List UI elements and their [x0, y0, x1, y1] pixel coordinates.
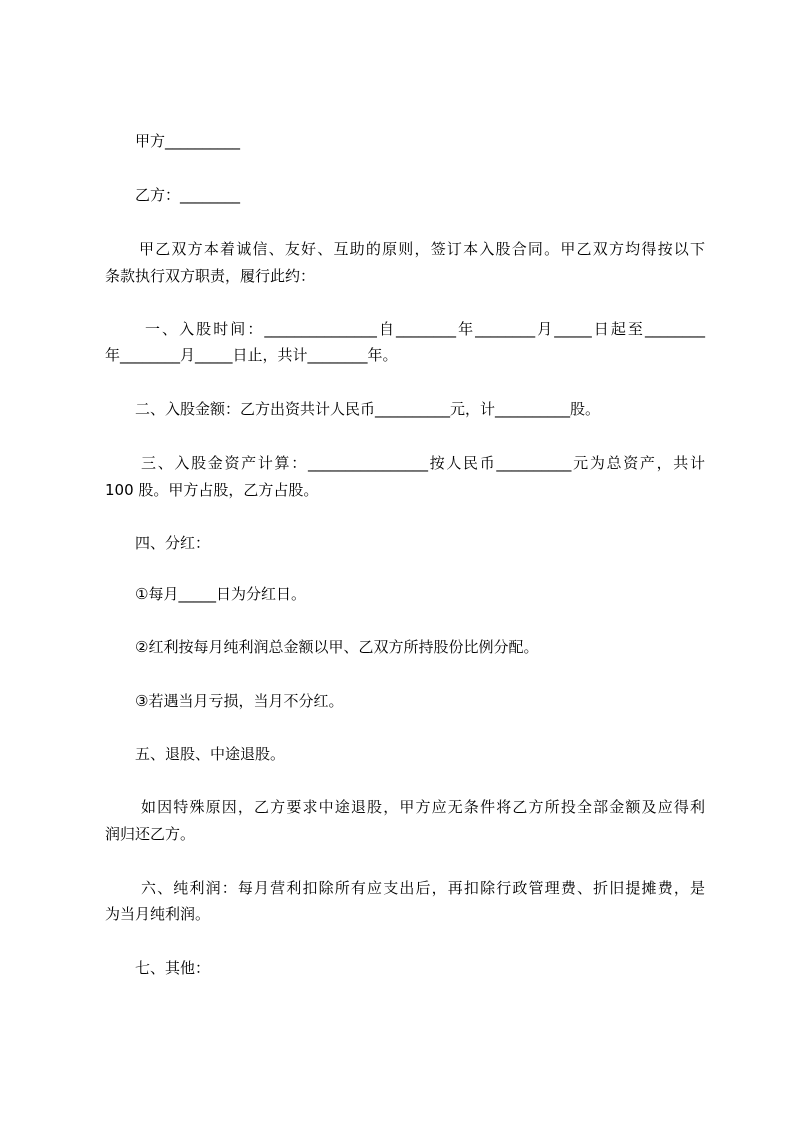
party-a-line: 甲方__________: [135, 132, 241, 150]
section-4-item-3: ③若遇当月亏损，当月不分红。: [135, 692, 344, 710]
intro-line-2: 条款执行双方职责，履行此约：: [105, 267, 316, 285]
intro-line-1: 甲乙双方本着诚信、友好、互助的原则，签订本入股合同。甲乙双方均得按以下: [139, 240, 705, 258]
section-1-line-2: 年________月_____日止，共计________年。: [105, 346, 398, 364]
section-3-line-2: 100 股。甲方占股，乙方占股。: [105, 481, 319, 499]
section-5-title: 五、退股、中途退股。: [135, 745, 286, 763]
section-4-item-1: ①每月_____日为分红日。: [135, 585, 306, 603]
section-4-item-2: ②红利按每月纯利润总金额以甲、乙双方所持股份比例分配。: [135, 638, 539, 656]
section-7-title: 七、其他：: [135, 959, 211, 977]
section-3-line-1: 三、入股金资产计算：________________按人民币__________元为总资产，共计: [141, 454, 705, 472]
party-b-line: 乙方：________: [135, 186, 241, 204]
section-6-line-2: 为当月纯利润。: [105, 905, 211, 923]
section-5-line-1: 如因特殊原因，乙方要求中途退股，甲方应无条件将乙方所投全部金额及应得利: [141, 798, 705, 816]
section-4-title: 四、分红：: [135, 534, 211, 552]
section-2-line-1: 二、入股金额：乙方出资共计人民币__________元，计__________股。: [135, 400, 601, 418]
section-5-line-2: 润归还乙方。: [105, 825, 196, 843]
section-6-line-1: 六、纯利润：每月营利扣除所有应支出后，再扣除行政管理费、折旧提摊费，是: [141, 879, 705, 897]
section-1-line-1: 一、入股时间：_______________自________年________月_____日起至________: [145, 320, 705, 338]
